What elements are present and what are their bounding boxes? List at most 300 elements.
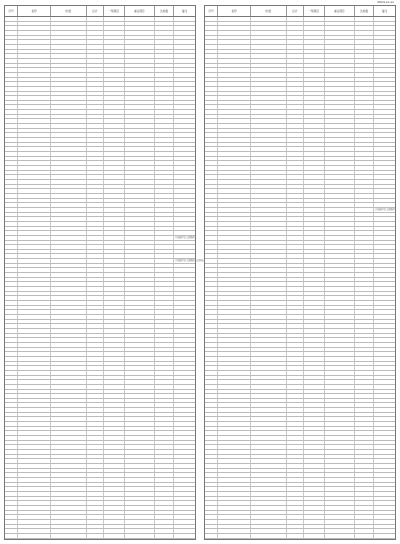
table-cell bbox=[155, 399, 174, 403]
table-cell bbox=[374, 394, 395, 398]
table-cell bbox=[218, 194, 250, 198]
table-cell bbox=[205, 320, 218, 324]
table-cell bbox=[205, 492, 218, 496]
table-cell bbox=[251, 31, 287, 35]
table-cell bbox=[205, 199, 218, 203]
table-cell bbox=[251, 199, 287, 203]
table-cell bbox=[155, 96, 174, 100]
table-cell bbox=[51, 96, 87, 100]
table-cell bbox=[304, 78, 325, 82]
table-cell bbox=[205, 441, 218, 445]
table-cell bbox=[155, 147, 174, 151]
table-cell bbox=[325, 497, 355, 501]
table-cell bbox=[218, 92, 250, 96]
table-cell bbox=[304, 250, 325, 254]
table-cell bbox=[174, 96, 195, 100]
table-cell bbox=[251, 64, 287, 68]
col-province: 省份 bbox=[218, 6, 250, 16]
table-cell bbox=[304, 487, 325, 491]
table-cell bbox=[374, 101, 395, 105]
table-cell bbox=[374, 478, 395, 482]
table-cell bbox=[304, 324, 325, 328]
table-cell bbox=[374, 254, 395, 258]
table-cell bbox=[125, 185, 155, 189]
table-cell bbox=[374, 450, 395, 454]
table-cell bbox=[155, 101, 174, 105]
table-cell bbox=[251, 343, 287, 347]
table-cell bbox=[18, 366, 50, 370]
table-cell bbox=[51, 334, 87, 338]
table-cell bbox=[125, 338, 155, 342]
table-cell bbox=[87, 189, 104, 193]
table-cell bbox=[87, 138, 104, 142]
table-cell bbox=[51, 497, 87, 501]
table-cell bbox=[325, 68, 355, 72]
table-cell bbox=[251, 166, 287, 170]
table-cell bbox=[174, 194, 195, 198]
table-cell bbox=[174, 459, 195, 463]
table-cell bbox=[87, 380, 104, 384]
table-cell bbox=[325, 92, 355, 96]
table-cell bbox=[18, 59, 50, 63]
table-cell bbox=[325, 310, 355, 314]
table-cell bbox=[87, 366, 104, 370]
table-cell bbox=[218, 17, 250, 21]
table-cell bbox=[5, 469, 18, 473]
table-cell bbox=[51, 54, 87, 58]
table-cell bbox=[287, 194, 304, 198]
table-cell bbox=[18, 45, 50, 49]
table-cell bbox=[87, 213, 104, 217]
table-cell bbox=[174, 157, 195, 161]
table-cell bbox=[87, 124, 104, 128]
table-cell bbox=[325, 217, 355, 221]
table-cell bbox=[5, 45, 18, 49]
table-cell bbox=[51, 492, 87, 496]
table-cell bbox=[155, 287, 174, 291]
table-cell bbox=[205, 478, 218, 482]
table-cell bbox=[87, 203, 104, 207]
table-cell bbox=[325, 40, 355, 44]
table-cell bbox=[251, 436, 287, 440]
table-cell bbox=[218, 50, 250, 54]
table-cell bbox=[355, 338, 374, 342]
table-cell bbox=[251, 73, 287, 77]
table-cell bbox=[174, 529, 195, 533]
table-cell bbox=[18, 399, 50, 403]
table-cell bbox=[304, 362, 325, 366]
table-cell bbox=[374, 96, 395, 100]
table-cell bbox=[374, 464, 395, 468]
table-cell bbox=[104, 362, 125, 366]
table-cell bbox=[125, 82, 155, 86]
table-cell bbox=[251, 464, 287, 468]
table-cell bbox=[51, 129, 87, 133]
table-cell bbox=[87, 334, 104, 338]
table-cell bbox=[5, 324, 18, 328]
table-cell bbox=[205, 422, 218, 426]
table-cell bbox=[5, 68, 18, 72]
table-cell bbox=[251, 371, 287, 375]
table-cell bbox=[325, 26, 355, 30]
table-cell bbox=[155, 515, 174, 519]
table-cell bbox=[125, 431, 155, 435]
table-cell bbox=[205, 268, 218, 272]
table-cell bbox=[304, 157, 325, 161]
left-table bbox=[4, 5, 206, 540]
table-cell bbox=[205, 515, 218, 519]
table-cell bbox=[51, 324, 87, 328]
table-cell bbox=[125, 217, 155, 221]
table-cell bbox=[304, 422, 325, 426]
table-cell bbox=[104, 511, 125, 515]
table-cell bbox=[287, 441, 304, 445]
table-cell bbox=[18, 50, 50, 54]
table-cell bbox=[325, 343, 355, 347]
table-cell bbox=[325, 287, 355, 291]
table-cell bbox=[374, 413, 395, 417]
table-cell bbox=[218, 143, 250, 147]
table-cell bbox=[205, 413, 218, 417]
table-cell bbox=[5, 115, 18, 119]
table-cell bbox=[51, 124, 87, 128]
table-cell bbox=[51, 478, 87, 482]
table-cell bbox=[355, 250, 374, 254]
table-cell bbox=[174, 292, 195, 296]
table-cell bbox=[104, 408, 125, 412]
table-cell bbox=[87, 152, 104, 156]
table-cell bbox=[174, 525, 195, 529]
table-cell bbox=[304, 506, 325, 510]
table-cell bbox=[325, 338, 355, 342]
table-cell bbox=[51, 180, 87, 184]
table-cell bbox=[104, 273, 125, 277]
table-cell bbox=[51, 250, 87, 254]
table-cell bbox=[304, 329, 325, 333]
table-cell bbox=[251, 520, 287, 524]
table-cell bbox=[355, 520, 374, 524]
table-cell bbox=[355, 483, 374, 487]
table-cell bbox=[218, 31, 250, 35]
table-cell bbox=[125, 534, 155, 538]
table-cell bbox=[205, 40, 218, 44]
table-cell bbox=[374, 54, 395, 58]
table-cell bbox=[218, 441, 250, 445]
table-cell bbox=[5, 245, 18, 249]
table-cell bbox=[87, 413, 104, 417]
table-cell bbox=[355, 343, 374, 347]
table-cell bbox=[125, 101, 155, 105]
table-cell bbox=[51, 208, 87, 212]
table-cell bbox=[125, 324, 155, 328]
table-cell bbox=[251, 306, 287, 310]
table-cell bbox=[51, 245, 87, 249]
table-cell bbox=[218, 68, 250, 72]
table-cell bbox=[104, 115, 125, 119]
table-cell bbox=[304, 59, 325, 63]
table-cell bbox=[218, 445, 250, 449]
table-cell bbox=[251, 362, 287, 366]
table-cell bbox=[125, 264, 155, 268]
table-cell bbox=[218, 78, 250, 82]
table-cell bbox=[205, 166, 218, 170]
table-cell bbox=[155, 64, 174, 68]
table-cell bbox=[125, 259, 155, 263]
table-cell bbox=[18, 129, 50, 133]
table-cell bbox=[18, 520, 50, 524]
table-cell bbox=[104, 133, 125, 137]
table-cell bbox=[125, 147, 155, 151]
table-cell bbox=[374, 199, 395, 203]
table-cell bbox=[5, 64, 18, 68]
table-cell bbox=[355, 64, 374, 68]
table-cell bbox=[325, 203, 355, 207]
table-cell bbox=[287, 348, 304, 352]
table-cell bbox=[304, 22, 325, 26]
table-cell bbox=[374, 157, 395, 161]
table-cell bbox=[87, 129, 104, 133]
table-cell bbox=[374, 161, 395, 165]
table-cell bbox=[104, 352, 125, 356]
table-cell bbox=[355, 264, 374, 268]
table-cell bbox=[87, 501, 104, 505]
table-cell bbox=[355, 273, 374, 277]
table-cell bbox=[5, 208, 18, 212]
table-cell bbox=[374, 133, 395, 137]
table-cell bbox=[174, 22, 195, 26]
table-cell bbox=[51, 264, 87, 268]
table-cell bbox=[18, 343, 50, 347]
table-cell bbox=[51, 296, 87, 300]
table-cell bbox=[155, 371, 174, 375]
table-cell bbox=[374, 431, 395, 435]
table-cell bbox=[374, 22, 395, 26]
table-cell bbox=[251, 301, 287, 305]
table-cell bbox=[325, 427, 355, 431]
table-cell bbox=[155, 394, 174, 398]
table-cell bbox=[304, 399, 325, 403]
table-cell bbox=[355, 334, 374, 338]
table-cell bbox=[51, 529, 87, 533]
table-cell bbox=[5, 217, 18, 221]
table-cell bbox=[251, 357, 287, 361]
table-cell bbox=[355, 352, 374, 356]
table-cell bbox=[5, 292, 18, 296]
table-cell bbox=[218, 487, 250, 491]
table-cell bbox=[251, 417, 287, 421]
table-cell bbox=[374, 487, 395, 491]
table-cell bbox=[104, 87, 125, 91]
table-cell bbox=[87, 45, 104, 49]
table-cell bbox=[304, 525, 325, 529]
table-cell bbox=[325, 82, 355, 86]
table-cell bbox=[205, 403, 218, 407]
table-cell bbox=[374, 534, 395, 538]
table-cell bbox=[174, 422, 195, 426]
table-cell bbox=[155, 296, 174, 300]
table-cell bbox=[218, 343, 250, 347]
table-cell bbox=[355, 282, 374, 286]
table-cell bbox=[125, 268, 155, 272]
table-cell bbox=[218, 264, 250, 268]
table-cell bbox=[87, 324, 104, 328]
table-cell bbox=[304, 282, 325, 286]
table-cell bbox=[304, 348, 325, 352]
table-cell bbox=[205, 161, 218, 165]
table-cell bbox=[304, 147, 325, 151]
table-cell bbox=[205, 17, 218, 21]
table-cell bbox=[155, 161, 174, 165]
table-cell bbox=[374, 390, 395, 394]
table-cell bbox=[87, 264, 104, 268]
table-cell bbox=[287, 320, 304, 324]
table-cell bbox=[125, 54, 155, 58]
table-cell bbox=[205, 96, 218, 100]
table-cell bbox=[174, 231, 195, 235]
table-cell bbox=[155, 306, 174, 310]
table-cell bbox=[125, 22, 155, 26]
table-cell bbox=[374, 124, 395, 128]
table-cell bbox=[218, 231, 250, 235]
table-cell bbox=[374, 371, 395, 375]
table-cell bbox=[355, 222, 374, 226]
table-cell bbox=[325, 171, 355, 175]
table-cell bbox=[355, 306, 374, 310]
table-cell bbox=[374, 385, 395, 389]
table-cell bbox=[304, 31, 325, 35]
table-cell bbox=[287, 362, 304, 366]
table-cell bbox=[104, 217, 125, 221]
table-cell bbox=[374, 273, 395, 277]
table-cell bbox=[87, 441, 104, 445]
table-cell bbox=[251, 96, 287, 100]
table-cell bbox=[5, 22, 18, 26]
table-cell bbox=[5, 161, 18, 165]
table-cell bbox=[51, 92, 87, 96]
table-cell bbox=[205, 506, 218, 510]
table-cell bbox=[205, 445, 218, 449]
table-cell bbox=[5, 455, 18, 459]
table-cell bbox=[125, 366, 155, 370]
table-cell bbox=[174, 73, 195, 77]
table-cell bbox=[174, 199, 195, 203]
table-cell bbox=[174, 82, 195, 86]
table-cell bbox=[125, 231, 155, 235]
table-cell bbox=[325, 189, 355, 193]
table-cell bbox=[205, 22, 218, 26]
table-cell bbox=[125, 459, 155, 463]
table-cell bbox=[104, 101, 125, 105]
table-cell bbox=[174, 31, 195, 35]
table-cell bbox=[374, 119, 395, 123]
table-cell bbox=[205, 189, 218, 193]
table-cell bbox=[355, 492, 374, 496]
table-cell bbox=[355, 385, 374, 389]
table-cell bbox=[355, 417, 374, 421]
table-cell bbox=[218, 64, 250, 68]
table-cell bbox=[155, 59, 174, 63]
table-cell bbox=[155, 483, 174, 487]
table-cell bbox=[125, 78, 155, 82]
table-cell bbox=[104, 441, 125, 445]
table-cell bbox=[304, 459, 325, 463]
table-cell bbox=[18, 515, 50, 519]
col-city: 市/县 bbox=[51, 6, 87, 16]
table-cell bbox=[5, 278, 18, 282]
table-cell bbox=[205, 194, 218, 198]
table-cell bbox=[155, 427, 174, 431]
table-cell bbox=[87, 87, 104, 91]
table-cell bbox=[18, 501, 50, 505]
table-cell bbox=[304, 501, 325, 505]
table-cell bbox=[51, 185, 87, 189]
table-cell bbox=[205, 105, 218, 109]
table-cell bbox=[325, 101, 355, 105]
table-cell bbox=[5, 441, 18, 445]
table-cell bbox=[125, 157, 155, 161]
table-cell bbox=[87, 259, 104, 263]
table-cell bbox=[205, 497, 218, 501]
table-cell bbox=[155, 259, 174, 263]
table-cell bbox=[155, 129, 174, 133]
table-cell bbox=[355, 296, 374, 300]
table-cell bbox=[355, 329, 374, 333]
table-cell bbox=[104, 222, 125, 226]
table-cell bbox=[251, 282, 287, 286]
table-cell bbox=[5, 334, 18, 338]
table-cell bbox=[251, 17, 287, 21]
table-cell bbox=[287, 473, 304, 477]
table-cell bbox=[174, 78, 195, 82]
table-cell bbox=[18, 236, 50, 240]
table-cell bbox=[374, 245, 395, 249]
table-cell bbox=[374, 357, 395, 361]
table-cell bbox=[51, 73, 87, 77]
table-cell bbox=[51, 171, 87, 175]
table-cell bbox=[18, 450, 50, 454]
table-cell bbox=[87, 450, 104, 454]
table-cell bbox=[87, 64, 104, 68]
table-cell bbox=[155, 492, 174, 496]
table-cell bbox=[125, 376, 155, 380]
table-cell bbox=[125, 529, 155, 533]
table-cell bbox=[251, 241, 287, 245]
table-cell bbox=[125, 227, 155, 231]
table-cell bbox=[325, 315, 355, 319]
table-cell bbox=[155, 180, 174, 184]
table-cell bbox=[355, 175, 374, 179]
table-cell bbox=[374, 278, 395, 282]
table-cell bbox=[155, 357, 174, 361]
table-cell bbox=[51, 469, 87, 473]
table-cell bbox=[251, 501, 287, 505]
table-cell bbox=[18, 492, 50, 496]
table-cell bbox=[287, 529, 304, 533]
table-cell bbox=[287, 231, 304, 235]
table-cell bbox=[325, 422, 355, 426]
table-cell bbox=[251, 352, 287, 356]
table-cell bbox=[205, 31, 218, 35]
table-cell bbox=[104, 31, 125, 35]
table-cell bbox=[287, 22, 304, 26]
table-cell bbox=[218, 26, 250, 30]
table-cell bbox=[304, 87, 325, 91]
table-cell bbox=[355, 529, 374, 533]
table-cell bbox=[287, 501, 304, 505]
table-cell bbox=[325, 231, 355, 235]
table-cell bbox=[287, 185, 304, 189]
table-cell bbox=[251, 487, 287, 491]
